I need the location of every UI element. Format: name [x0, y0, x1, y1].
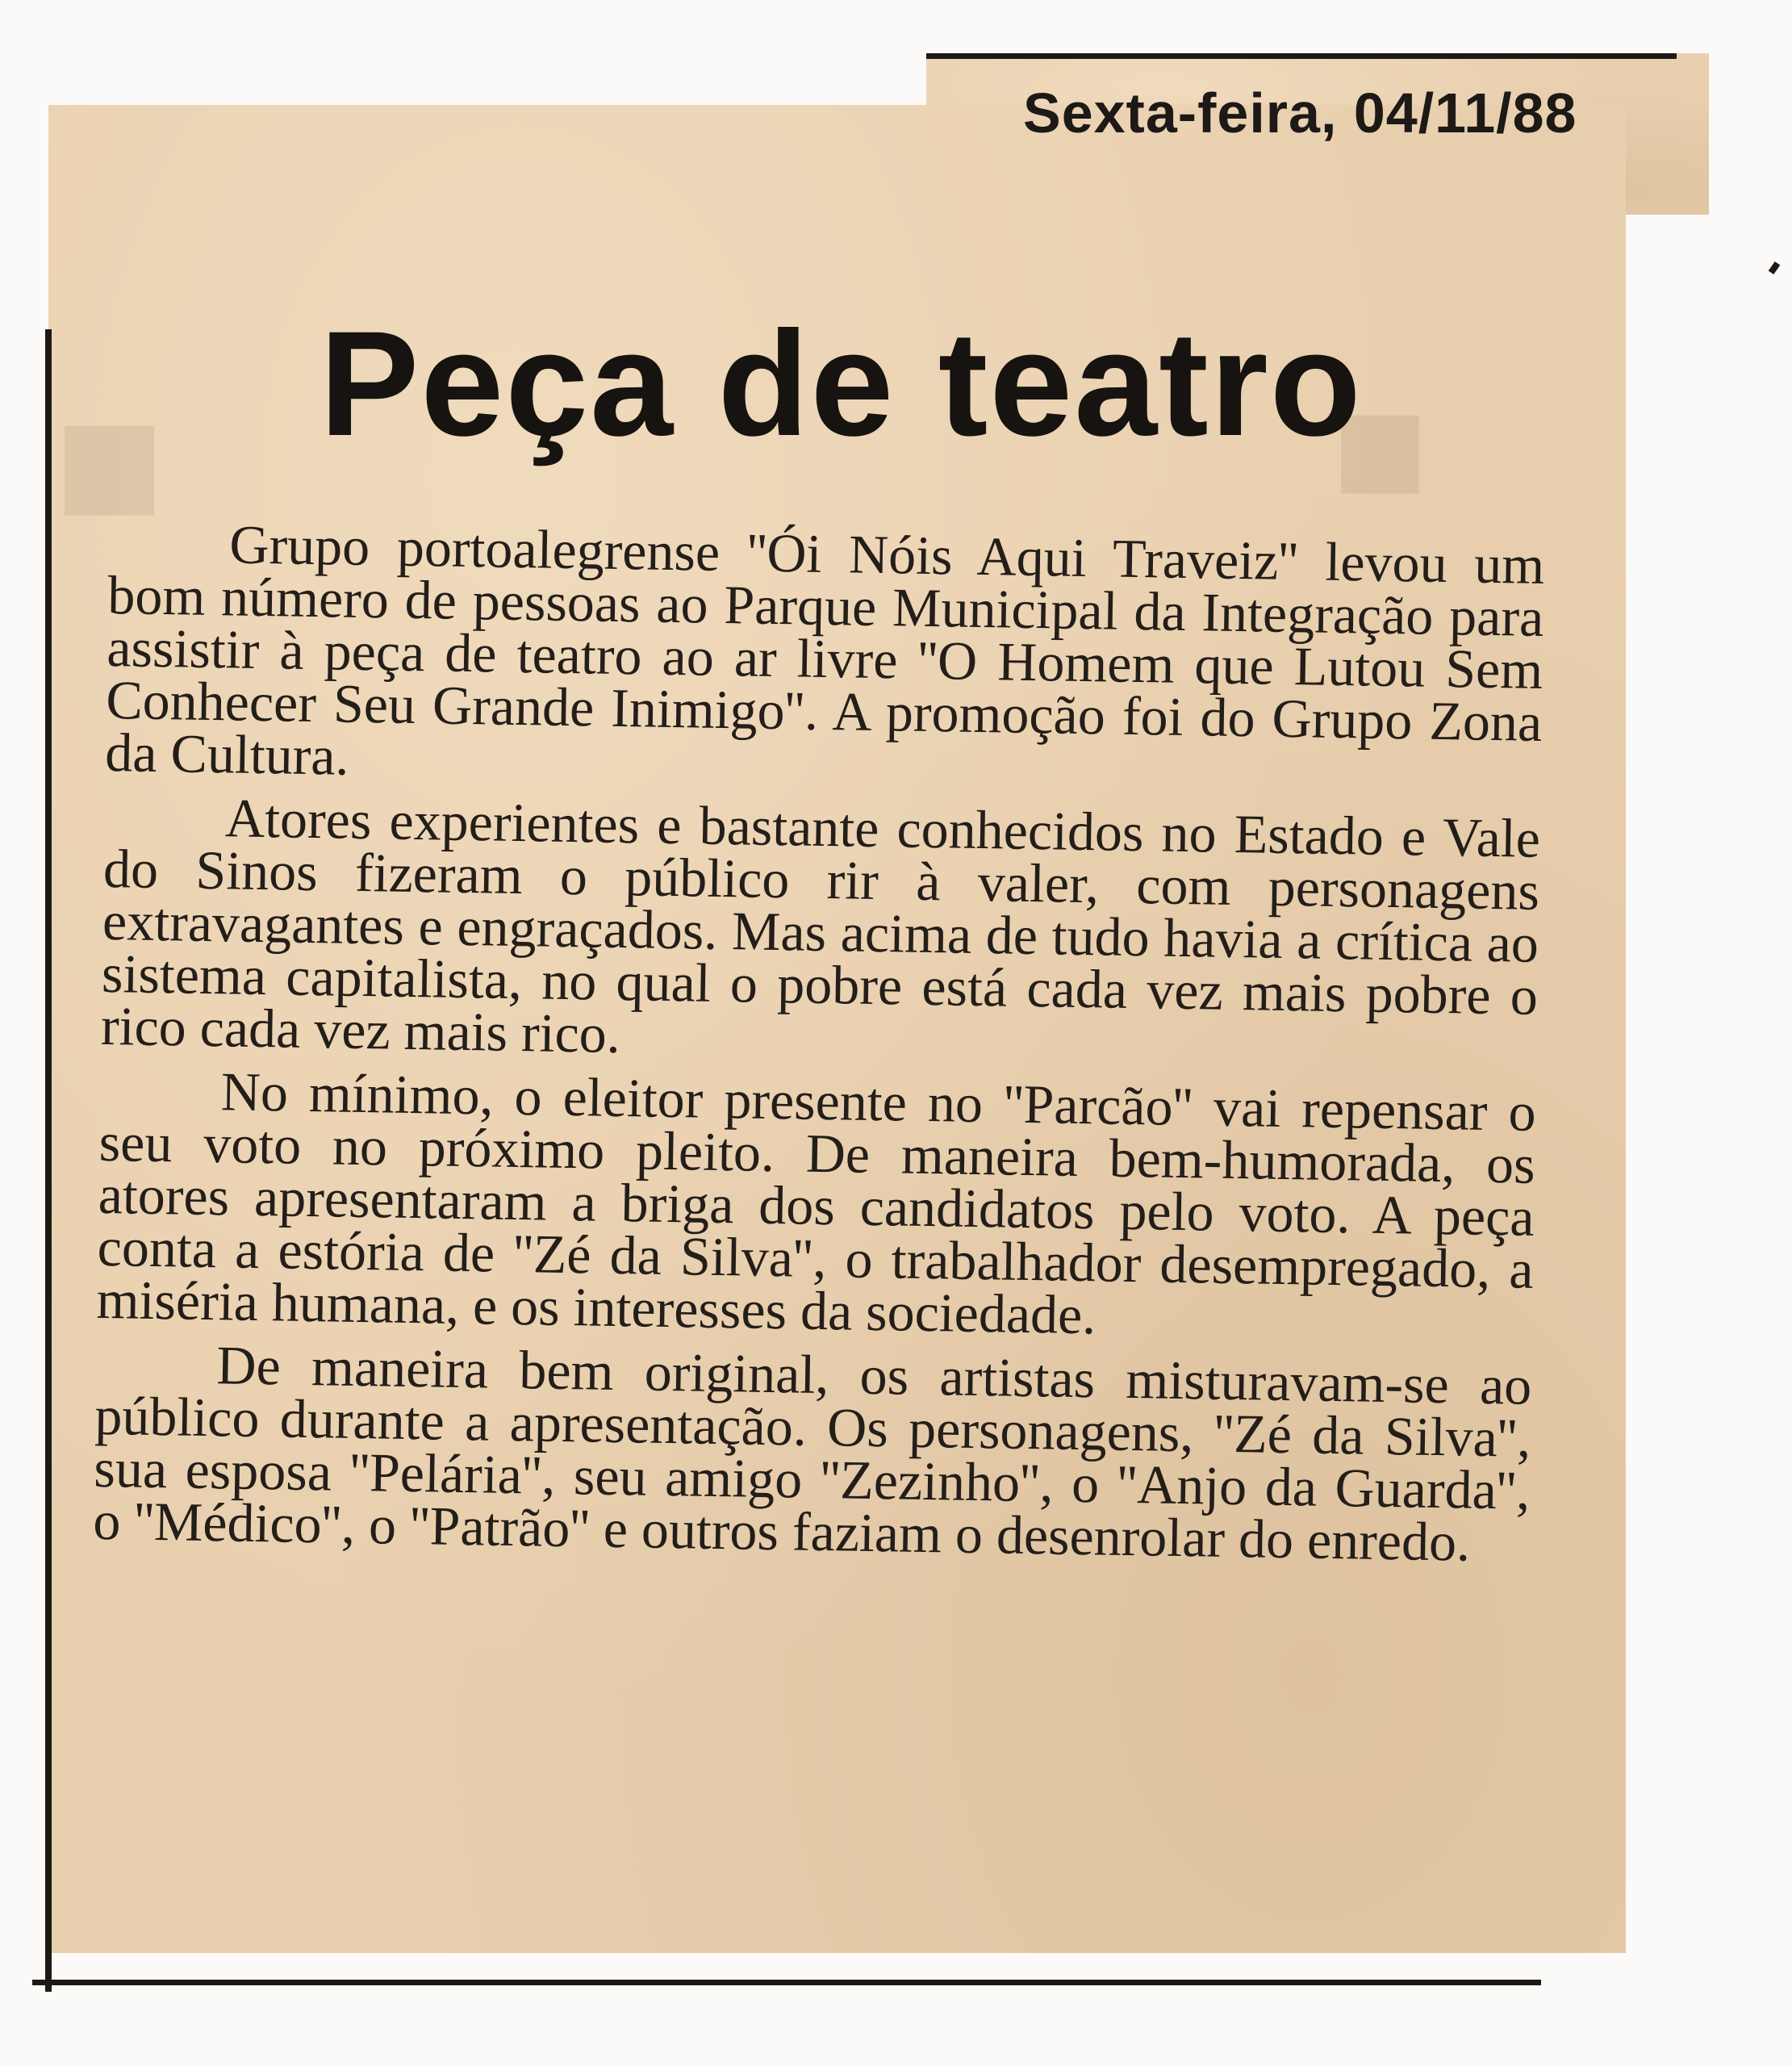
article-paragraph-4: De maneira bem original, os artistas misturavam-se ao público durante a apresentação. Os personagens, ''Zé da Silva'', sua esposa ''Pelária'', seu amigo ''Zezinho'', o ''Anjo da Guarda'', o ''Médico'', o ''Patrão'' e outros faziam o desenrolar do enredo.: [92, 1334, 1532, 1573]
bleed-through-shape: ■: [1331, 358, 1429, 537]
left-column-rule: [45, 329, 52, 1992]
article-paragraph-3: No mínimo, o eleitor presente no ''Parcão'' vai repensar o seu voto no próximo pleito. De maneira bem-humorada, os atores apresentaram a briga dos candidatos pelo voto. A peça conta a estória de ''Zé da Silva'', o trabalhador desempregado, a miséria humana, e os interesses da sociedade.: [96, 1060, 1537, 1346]
article-paragraph-1: Grupo portoalegrense ''Ói Nóis Aqui Traveiz'' levou um bom número de pessoas ao Parque Municipal da Integração para assistir à peça de teatro ao ar livre ''O Homem que Lutou Sem Conhecer Seu Grande Inimigo''. A promoção foi do Grupo Zona da Cultura.: [104, 513, 1545, 787]
publication-date: Sexta-feira, 04/11/88: [1023, 82, 1577, 144]
article-paragraph-2: Atores experientes e bastante conhecidos no Estado e Vale do Sinos fizeram o público rir à valer, com personagens extravagantes e engraçados. Mas acima de tudo havia a crítica ao sistema capitalista, no qual o pobre está cada vez mais pobre o rico cada vez mais rico.: [100, 787, 1541, 1065]
article-headline: Peça de teatro: [320, 301, 1363, 467]
bleed-through-shape: ■: [53, 358, 165, 566]
article-body: [92, 513, 1545, 1581]
edge-mark: [1769, 261, 1781, 274]
bottom-rule: [32, 1980, 1541, 1985]
date-top-rule: [926, 53, 1677, 59]
